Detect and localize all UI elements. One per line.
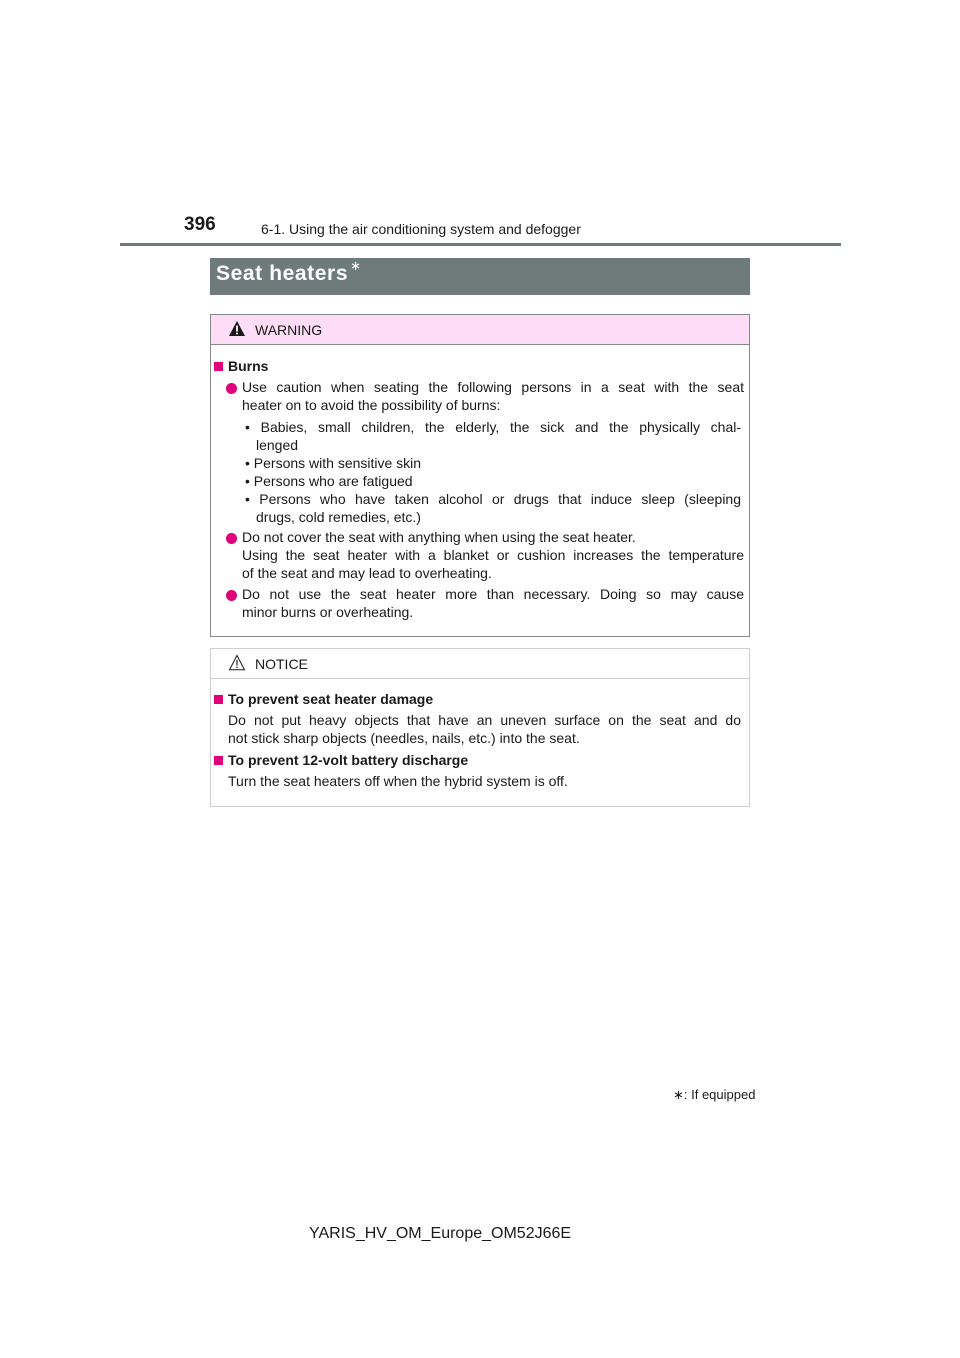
heading-square-icon <box>214 362 223 371</box>
bullet-dot-icon <box>226 383 237 394</box>
warning-sub1-line1: • Babies, small children, the elderly, the sick and the physically chal- <box>245 419 741 435</box>
heading-square-icon <box>214 756 223 765</box>
warning-icon <box>228 320 246 337</box>
warning-sub3: • Persons who are fatigued <box>245 473 413 489</box>
warning-box <box>210 314 750 637</box>
notice-heading1: To prevent seat heater damage <box>228 691 434 707</box>
equipped-star: ∗ <box>350 258 362 273</box>
footnote: ∗: If equipped <box>673 1087 756 1102</box>
warning-heading: Burns <box>228 358 269 374</box>
section-title-text: Seat heaters <box>216 262 349 285</box>
section-title <box>216 258 362 286</box>
notice-header <box>211 649 749 679</box>
warning-sub4-line2: drugs, cold remedies, etc.) <box>256 509 421 525</box>
chapter-title: 6-1. Using the air conditioning system and defogger <box>261 221 581 237</box>
page-number: 396 <box>184 214 216 235</box>
document-code: YARIS_HV_OM_Europe_OM52J66E <box>309 1225 572 1242</box>
warning-bullet2-line3: of the seat and may lead to overheating. <box>242 565 492 581</box>
warning-bullet1-line1: Use caution when seating the following persons in a seat with the seat <box>242 379 744 395</box>
warning-label: WARNING <box>255 322 323 338</box>
notice-box <box>210 648 750 807</box>
notice-label: NOTICE <box>255 656 308 672</box>
notice-text1-line1: Do not put heavy objects that have an uneven surface on the seat and do <box>228 712 741 728</box>
warning-bullet3-line1: Do not use the seat heater more than necessary. Doing so may cause <box>242 586 744 602</box>
warning-bullet2-line1: Do not cover the seat with anything when using the seat heater. <box>242 529 636 545</box>
warning-sub2: • Persons with sensitive skin <box>245 455 422 471</box>
bullet-dot-icon <box>226 533 237 544</box>
header-rule <box>120 243 841 246</box>
notice-text2: Turn the seat heaters off when the hybrid system is off. <box>228 773 568 789</box>
notice-text1-line2: not stick sharp objects (needles, nails, etc.) into the seat. <box>228 730 580 746</box>
warning-sub4-line1: • Persons who have taken alcohol or drugs that induce sleep (sleeping <box>245 491 741 507</box>
warning-sub1-line2: lenged <box>256 437 299 453</box>
heading-square-icon <box>214 695 223 704</box>
notice-heading2: To prevent 12-volt battery discharge <box>228 752 469 768</box>
warning-header <box>211 315 749 345</box>
warning-bullet1-line2: heater on to avoid the possibility of burns: <box>242 397 501 413</box>
warning-bullet2-line2: Using the seat heater with a blanket or cushion increases the temperature <box>242 547 744 563</box>
notice-icon <box>228 654 246 671</box>
warning-bullet3-line2: minor burns or overheating. <box>242 604 414 620</box>
bullet-dot-icon <box>226 590 237 601</box>
